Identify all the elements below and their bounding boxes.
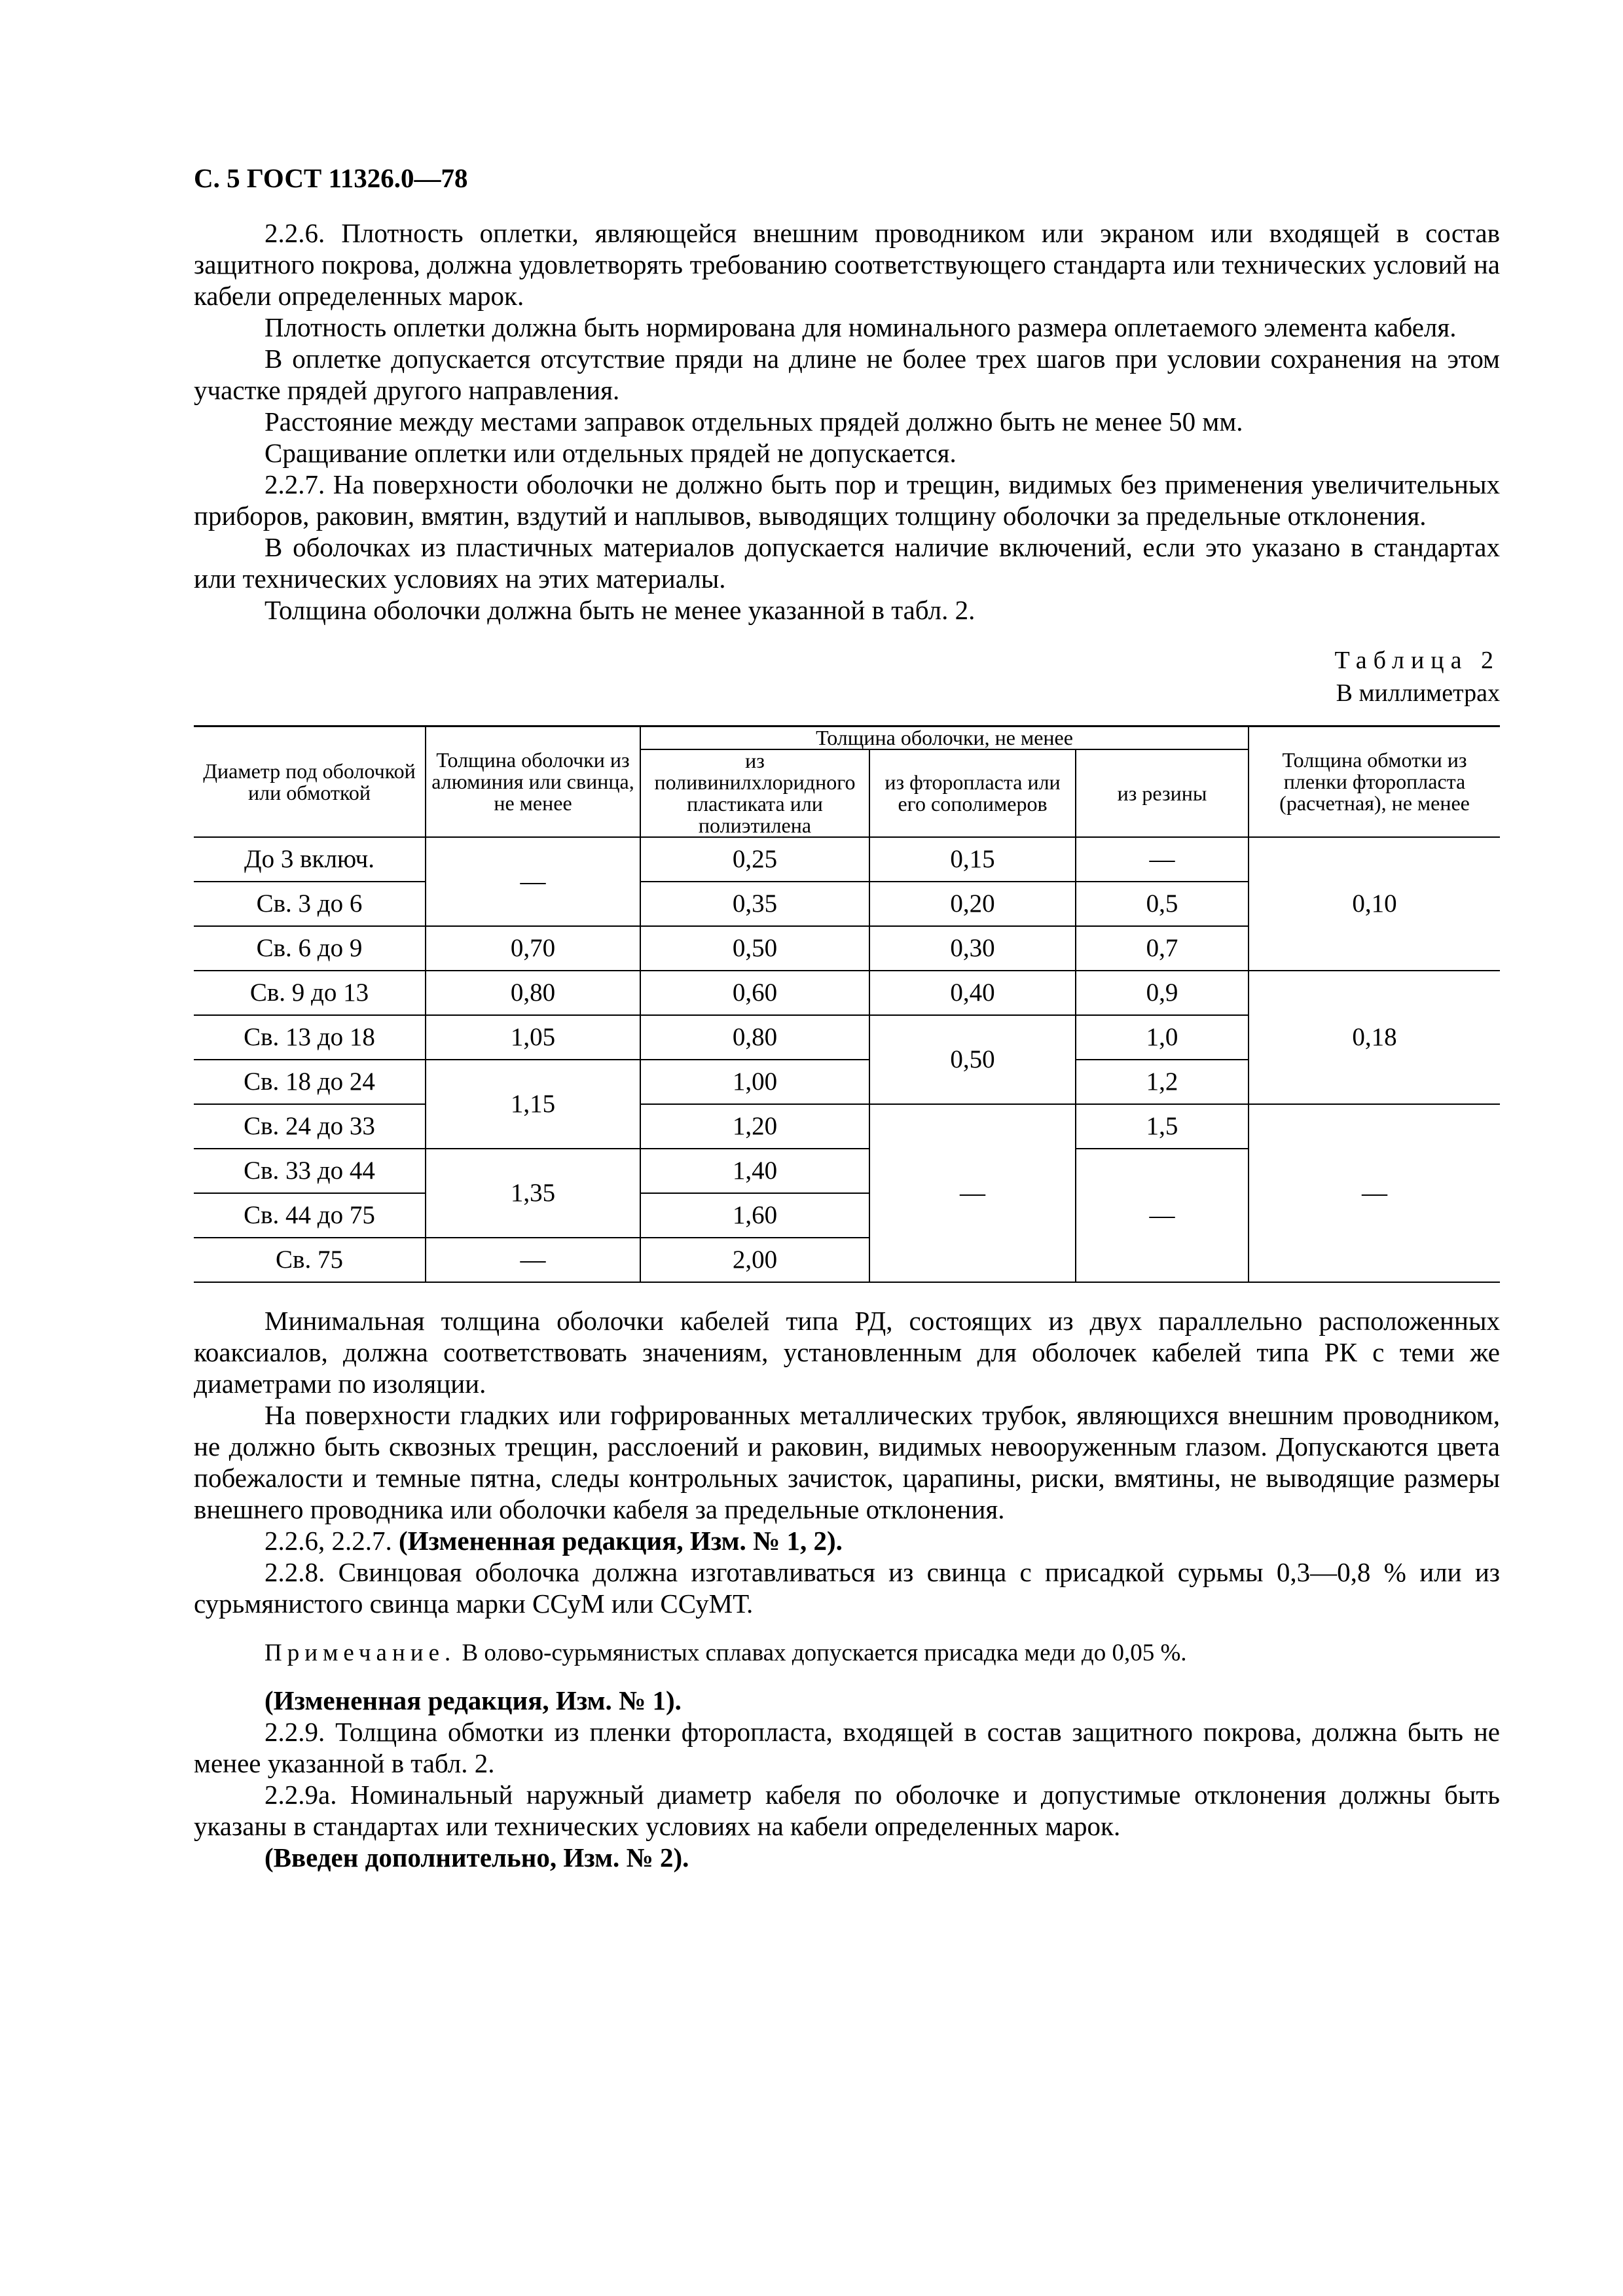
cell-pvc: 0,60 [640, 971, 869, 1015]
paragraph-sheath-thickness: Толщина оболочки должна быть не менее указанной в табл. 2. [264, 595, 976, 625]
cell-pvc: 2,00 [640, 1238, 869, 1282]
cell-metal: 1,35 [426, 1149, 640, 1238]
amendment-2: (Измененная редакция, Изм. № 1). [264, 1685, 682, 1715]
amendment-prefix: 2.2.6, 2.2.7. [264, 1526, 399, 1556]
cell-metal: 0,70 [426, 926, 640, 971]
paragraph-braid-strand: В оплетке допускается отсутствие пряди на длине не более трех шагов при условии сохранения на этом участке прядей другого направления. [194, 344, 1500, 405]
cell-fluoro: 0,40 [869, 971, 1076, 1015]
table-row [194, 1104, 1500, 1149]
table-header-row [194, 726, 1500, 750]
cell-pvc: 1,00 [640, 1060, 869, 1104]
cell-fluoro: 0,30 [869, 926, 1076, 971]
paragraph-2-2-6: 2.2.6. Плотность оплетки, являющейся внешним проводником или экраном или входящей в состав защитного покрова, должна удовлетворять требованию соответствующего стандарта или технических условий на кабели определенных марок. [194, 218, 1500, 311]
cell-metal: — [426, 1238, 640, 1282]
amendment-3: (Введен дополнительно, Изм. № 2). [264, 1842, 689, 1873]
cell-rubber: — [1076, 1149, 1249, 1282]
paragraph-2-2-8: 2.2.8. Свинцовая оболочка должна изготавливаться из свинца с присадкой сурьмы 0,3—0,8 % или из сурьмянистого свинца марки ССуМ или ССуМТ. [194, 1557, 1500, 1619]
amendment-note: (Измененная редакция, Изм. № 1, 2). [399, 1526, 843, 1556]
document-page [194, 161, 1500, 1873]
header-pvc: из поливинилхлоридного пластиката или полиэтилена [640, 749, 869, 837]
cell-rubber: 1,2 [1076, 1060, 1249, 1104]
cell-fluoro: 0,15 [869, 837, 1076, 882]
cell-film: — [1249, 1104, 1500, 1282]
note-label: Примечание. [264, 1640, 456, 1666]
paragraph-braid-density: Плотность оплетки должна быть нормирована для номинального размера оплетаемого элемента кабеля. [264, 312, 1457, 342]
paragraph-rd-cables: Минимальная толщина оболочки кабелей типа РД, состоящих из двух параллельно расположенных коаксиалов, должна соответствовать значениям, установленным для оболочек кабелей типа РК с теми же диаметрами по изоляции. [194, 1306, 1500, 1399]
table-2-wrapper [194, 725, 1500, 1283]
cell-diameter: Св. 33 до 44 [194, 1149, 426, 1193]
cell-rubber: 0,7 [1076, 926, 1249, 971]
paragraph-braid-splicing: Сращивание оплетки или отдельных прядей не допускается. [264, 438, 957, 468]
header-sheath-group: Толщина оболочки, не менее [640, 726, 1249, 750]
paragraph-2-2-9a: 2.2.9а. Номинальный наружный диаметр кабеля по оболочке и допустимые отклонения должны быть указаны в стандартах или технических условиях на кабели определенных марок. [194, 1780, 1500, 1841]
table-row [194, 971, 1500, 1015]
cell-rubber: 0,9 [1076, 971, 1249, 1015]
cell-diameter: Св. 75 [194, 1238, 426, 1282]
cell-film: 0,18 [1249, 971, 1500, 1104]
cell-diameter: До 3 включ. [194, 837, 426, 882]
paragraph-2-2-9: 2.2.9. Толщина обмотки из пленки фторопласта, входящей в состав защитного покрова, должна быть не менее указанной в табл. 2. [194, 1717, 1500, 1778]
cell-metal: 1,15 [426, 1060, 640, 1149]
cell-diameter: Св. 13 до 18 [194, 1015, 426, 1060]
cell-diameter: Св. 44 до 75 [194, 1193, 426, 1238]
header-metal-sheath: Толщина оболочки из алюминия или свинца, не менее [426, 726, 640, 838]
cell-fluoro: 0,50 [869, 1015, 1076, 1104]
cell-fluoro: 0,20 [869, 882, 1076, 926]
cell-pvc: 0,50 [640, 926, 869, 971]
cell-diameter: Св. 3 до 6 [194, 882, 426, 926]
paragraph-amendment-1 [194, 1525, 1500, 1556]
cell-pvc: 0,25 [640, 837, 869, 882]
table-row [194, 837, 1500, 882]
cell-diameter: Св. 9 до 13 [194, 971, 426, 1015]
cell-film: 0,10 [1249, 837, 1500, 971]
paragraph-2-2-7: 2.2.7. На поверхности оболочки не должно быть пор и трещин, видимых без применения увеличительных приборов, раковин, вмятин, вздутий и наплывов, выводящих толщину оболочки за предельные отклонения. [194, 469, 1500, 531]
header-fluoroplastic: из фторопласта или его сополимеров [869, 749, 1076, 837]
cell-pvc: 1,40 [640, 1149, 869, 1193]
note [194, 1638, 1500, 1669]
cell-pvc: 1,20 [640, 1104, 869, 1149]
cell-metal: — [426, 837, 640, 926]
cell-rubber: 1,5 [1076, 1104, 1249, 1149]
sheath-thickness-table [194, 725, 1500, 1283]
cell-rubber: 0,5 [1076, 882, 1249, 926]
cell-pvc: 0,35 [640, 882, 869, 926]
cell-fluoro: — [869, 1104, 1076, 1282]
table-number: Таблица 2 [1334, 647, 1500, 674]
page-header: С. 5 ГОСТ 11326.0—78 [194, 163, 468, 193]
header-rubber: из резины [1076, 749, 1249, 837]
paragraph-metal-tubes: На поверхности гладких или гофрированных металлических трубок, являющихся внешним проводником, не должно быть сквозных трещин, расслоений и раковин, видимых невооруженным глазом. Допускаются цвета побежалости и темные пятна, следы контрольных зачисток, царапины, риски, вмятины, не выводящие размеры внешнего проводника или оболочки кабеля за предельные отклонения. [194, 1400, 1500, 1524]
cell-diameter: Св. 18 до 24 [194, 1060, 426, 1104]
cell-rubber: 1,0 [1076, 1015, 1249, 1060]
note-text: В олово-сурьмянистых сплавах допускается присадка меди до 0,05 %. [456, 1640, 1187, 1666]
paragraph-plastic-inclusions: В оболочках из пластичных материалов допускается наличие включений, если это указано в стандартах или технических условиях на этих материалы. [194, 532, 1500, 594]
cell-diameter: Св. 6 до 9 [194, 926, 426, 971]
table-caption [194, 644, 1500, 709]
header-film-wrap: Толщина обмотки из пленки фторопласта (расчетная), не менее [1249, 726, 1500, 838]
header-diameter: Диаметр под оболочкой или обмоткой [194, 726, 426, 838]
cell-diameter: Св. 24 до 33 [194, 1104, 426, 1149]
table-units: В миллиметрах [1336, 679, 1500, 707]
cell-pvc: 1,60 [640, 1193, 869, 1238]
cell-pvc: 0,80 [640, 1015, 869, 1060]
cell-metal: 1,05 [426, 1015, 640, 1060]
cell-metal: 0,80 [426, 971, 640, 1015]
cell-rubber: — [1076, 837, 1249, 882]
paragraph-braid-distance: Расстояние между местами заправок отдельных прядей должно быть не менее 50 мм. [264, 406, 1243, 437]
